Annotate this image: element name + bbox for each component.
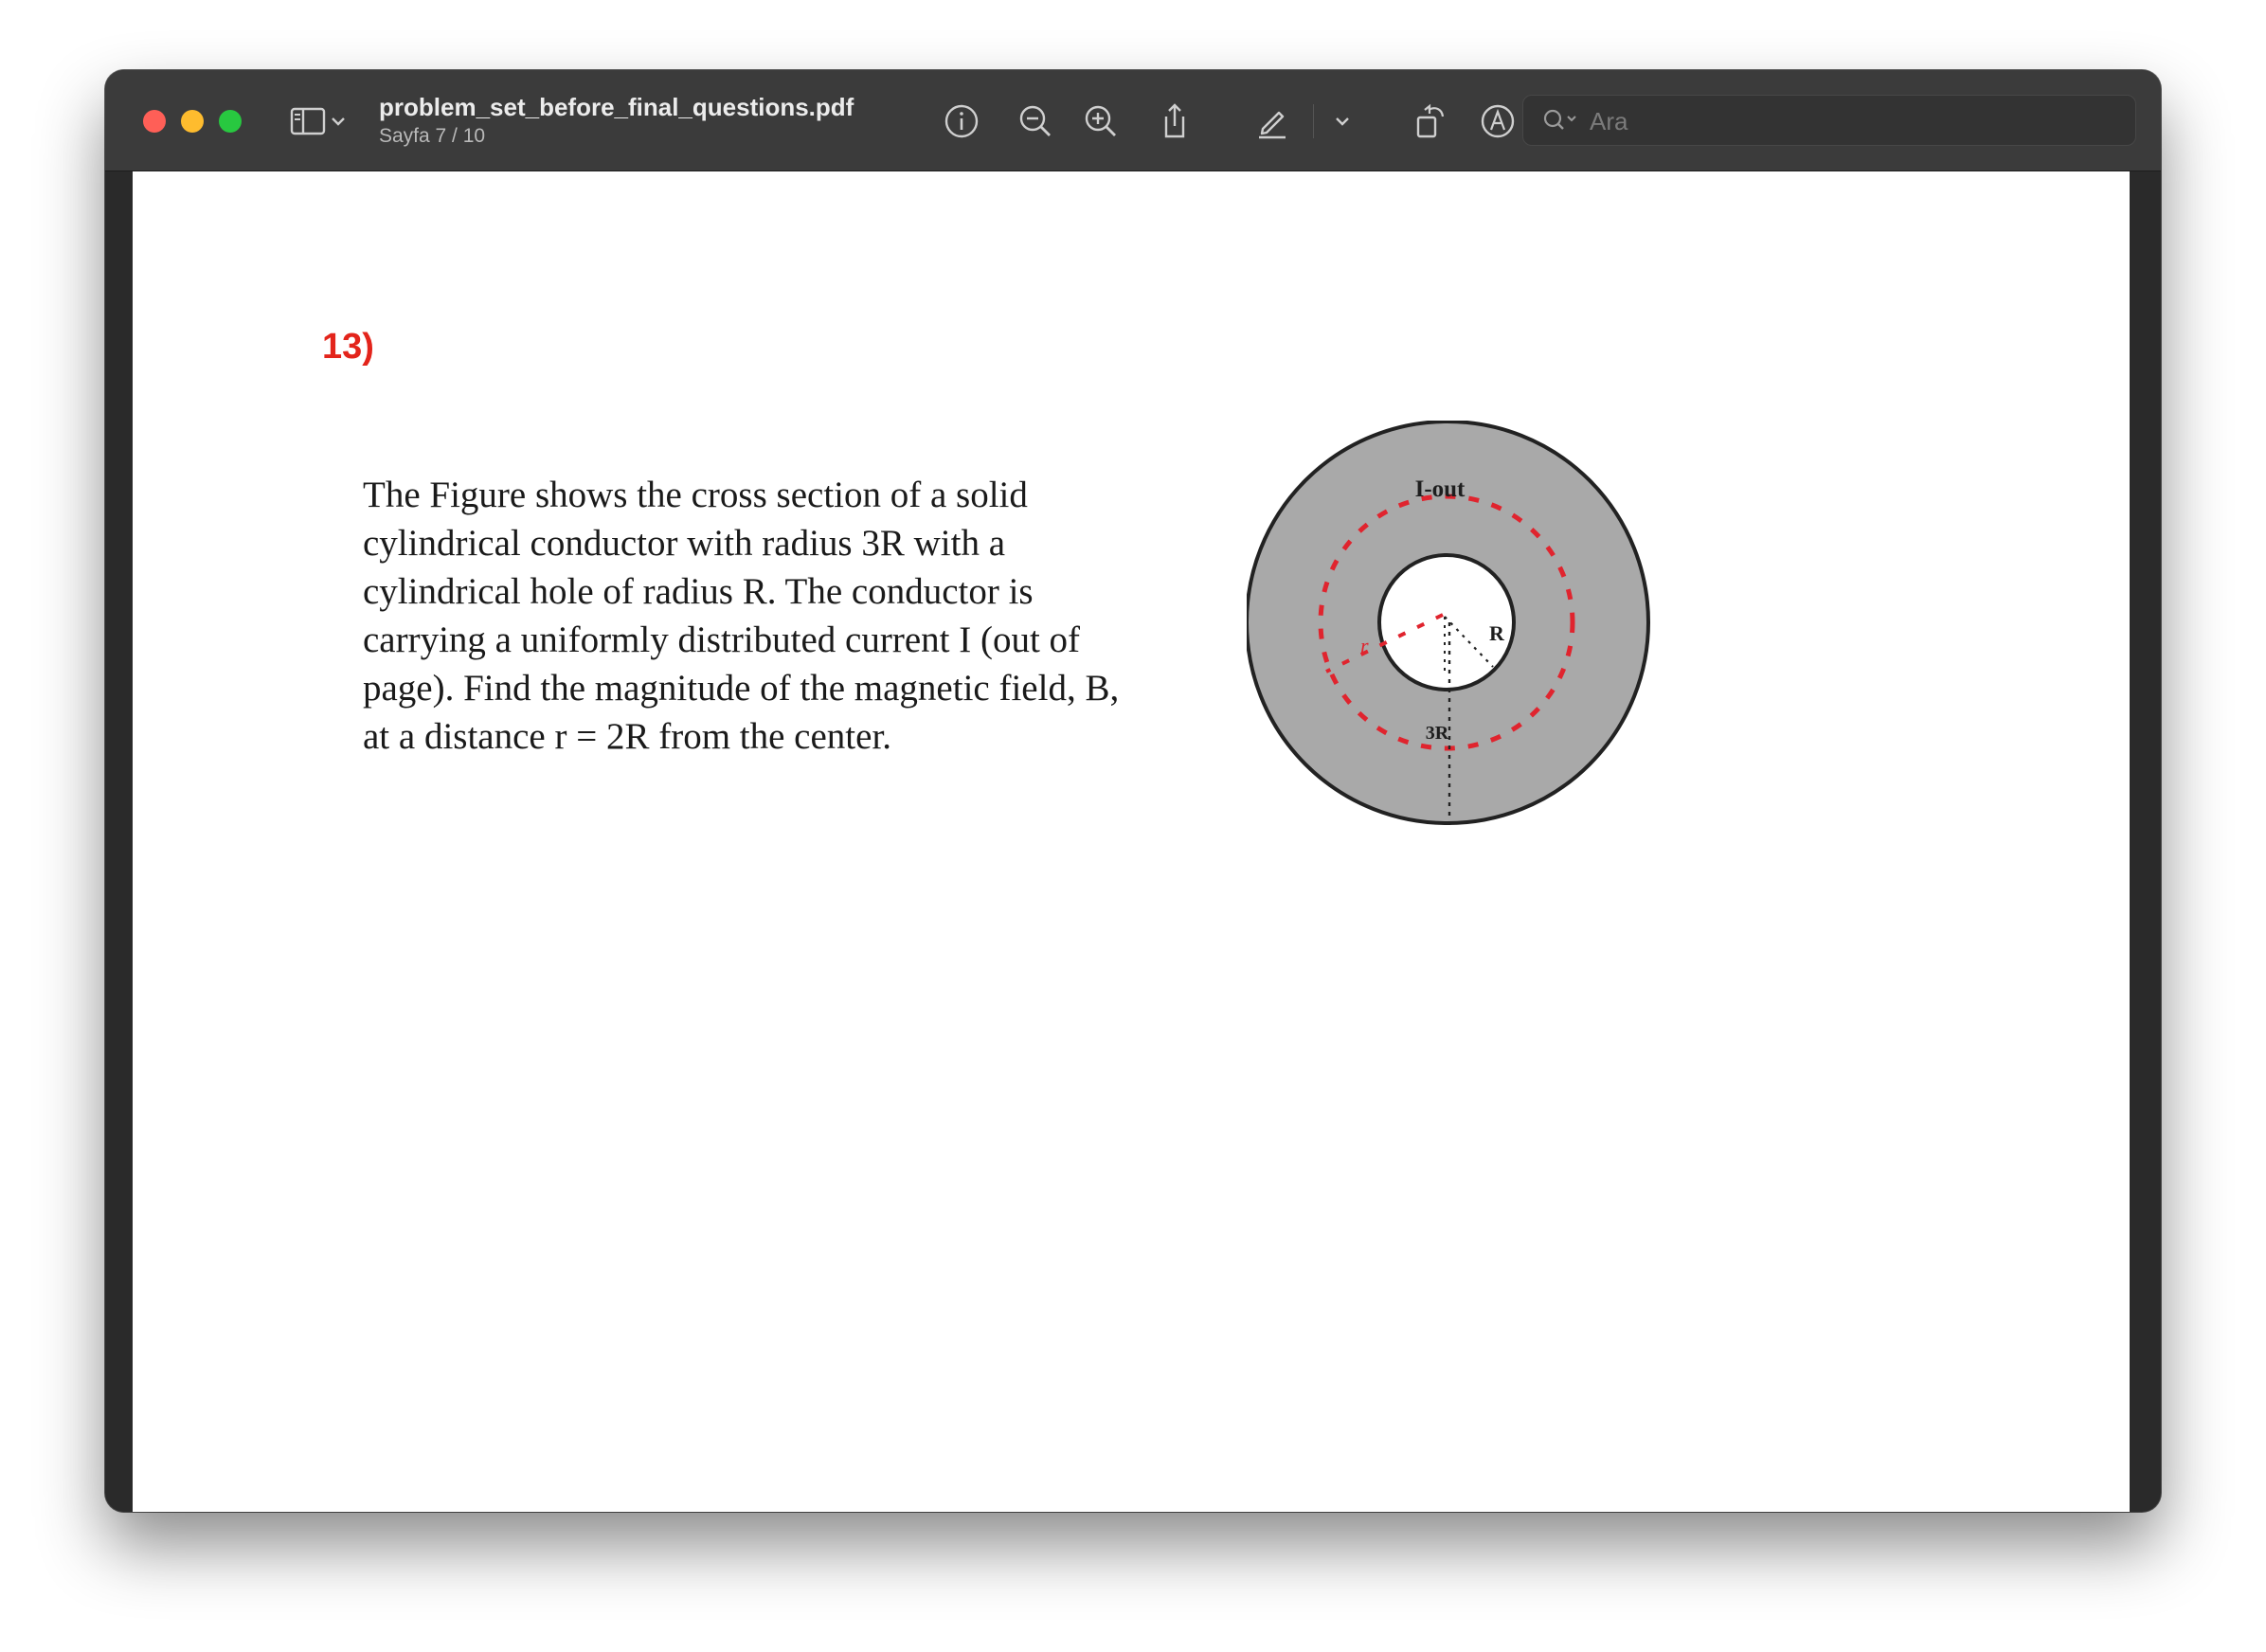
chevron-down-icon[interactable] (327, 99, 350, 144)
question-number: 13) (322, 327, 374, 367)
pdf-page (133, 171, 2130, 1512)
search-input[interactable] (1588, 103, 2122, 139)
zoom-in-icon[interactable] (1078, 99, 1124, 144)
zoom-out-icon[interactable] (1013, 99, 1058, 144)
sidebar-toggle-icon[interactable] (285, 99, 331, 144)
preview-window (105, 70, 2161, 1512)
search-field[interactable] (1522, 95, 2136, 146)
info-icon[interactable] (939, 99, 984, 144)
label-current: I-out (1414, 476, 1466, 502)
close-window-button[interactable] (143, 110, 166, 133)
conductor-figure (1247, 421, 1664, 837)
title-bar (105, 70, 2161, 171)
share-icon[interactable] (1152, 99, 1197, 144)
minimize-window-button[interactable] (181, 110, 204, 133)
document-title: problem_set_before_final_questions.pdf (379, 93, 854, 121)
annotate-icon[interactable] (1475, 99, 1520, 144)
label-inner-radius: R (1489, 621, 1504, 645)
search-icon (1538, 103, 1584, 137)
markup-options-chevron-icon[interactable] (1327, 99, 1358, 144)
page-indicator: Sayfa 7 / 10 (379, 125, 486, 147)
rotate-icon[interactable] (1409, 99, 1454, 144)
label-outer-radius: 3R (1425, 723, 1449, 744)
zoom-window-button[interactable] (219, 110, 242, 133)
problem-statement: The Figure shows the cross section of a solid cylindrical conductor with radius 3R with a cylindrical hole of radius R. The conductor is carrying a uniformly distributed current I (out of page). Find the magnitude of the magnetic field, B, at a distance r = 2R from the center. (363, 475, 1120, 757)
markup-pen-icon[interactable] (1250, 99, 1295, 144)
label-r: r (1360, 634, 1369, 657)
toolbar-divider (1313, 104, 1314, 138)
conductor-diagram (1247, 421, 1664, 837)
